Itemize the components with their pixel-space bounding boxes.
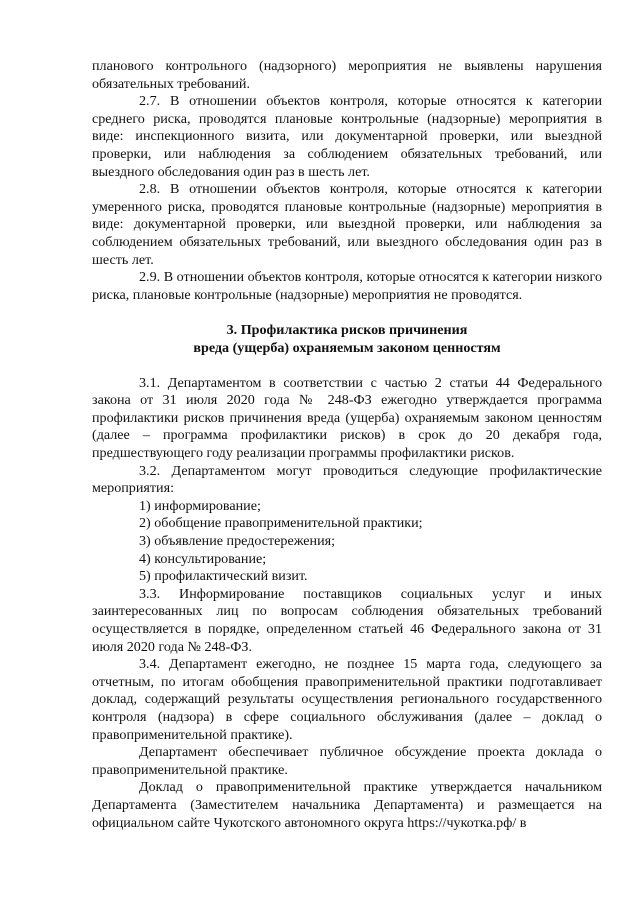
paragraph-public-discussion: Департамент обеспечивает публичное обсуждение проекта доклада о правоприменительной практике. (92, 744, 602, 778)
list-item: 5) профилактический визит. (139, 568, 308, 585)
list-item: 3) объявление предостережения; (139, 533, 336, 550)
paragraph-3-4: 3.4. Департамент ежегодно, не позднее 15 марта года, следующего за отчетным, по итогам обобщения правоприменительной практики подготавливает доклад, содержащий результаты осуществления регионального государственного контроля (надзора) в сфере социального обслуживания (далее – доклад о правоприменительной практике). (92, 656, 602, 743)
list-item: 2) обобщение правоприменительной практики; (139, 515, 423, 532)
paragraph-2-9: 2.9. В отношении объектов контроля, которые относятся к категории низкого риска, плановые контрольные (надзорные) мероприятия не проводятся. (92, 269, 602, 303)
paragraph-2-7: 2.7. В отношении объектов контроля, которые относятся к категории среднего риска, проводятся плановые контрольные (надзорные) мероприятия в виде: инспекционного визита, или документарной проверки, или выездной проверки, или наблюдения за соблюдением обязательных требований, или выездного обследования один раз в шесть лет. (92, 93, 602, 180)
list-item: 1) информирование; (139, 497, 261, 514)
paragraph-2-8: 2.8. В отношении объектов контроля, которые относятся к категории умеренного риска, проводятся плановые контрольные (надзорные) мероприятия в виде: документарной проверки, или выездной проверки, или наблюдения за соблюдением обязательных требований, или выездного обследования один раз в шесть лет. (92, 181, 602, 268)
paragraph-3-3: 3.3. Информирование поставщиков социальных услуг и иных заинтересованных лиц по вопросам соблюдения обязательных требований осуществляется в порядке, определенном статьей 46 Федерального закона от 31 июля 2020 года № 248-ФЗ. (92, 585, 602, 655)
document-page (92, 58, 602, 832)
section-heading-line-1: 3. Профилактика рисков причинения (226, 321, 468, 338)
paragraph-3-2: 3.2. Департаментом могут проводиться следующие профилактические мероприятия: (92, 462, 602, 497)
paragraph-report-approval: Доклад о правоприменительной практике утверждается начальником Департамента (Заместителем начальника Департамента) и размещается на официальном сайте Чукотского автономного округа https://чукотка.рф/ в (92, 779, 602, 831)
paragraph-3-1: 3.1. Департаментом в соответствии с частью 2 статьи 44 Федерального закона от 31 июля 2020 года № 248-ФЗ ежегодно утверждается программа профилактики рисков причинения вреда (ущерба) охраняемым законом ценностям (далее – программа профилактики рисков) в срок до 20 декабря года, предшествующего году реализации программы профилактики рисков. (92, 374, 602, 462)
section-heading-line-2: вреда (ущерба) охраняемым законом ценностям (193, 339, 501, 356)
paragraph-continuation: планового контрольного (надзорного) мероприятия не выявлены нарушения обязательных требований. (92, 58, 602, 92)
list-item: 4) консультирование; (139, 550, 267, 567)
section-heading (92, 322, 602, 357)
